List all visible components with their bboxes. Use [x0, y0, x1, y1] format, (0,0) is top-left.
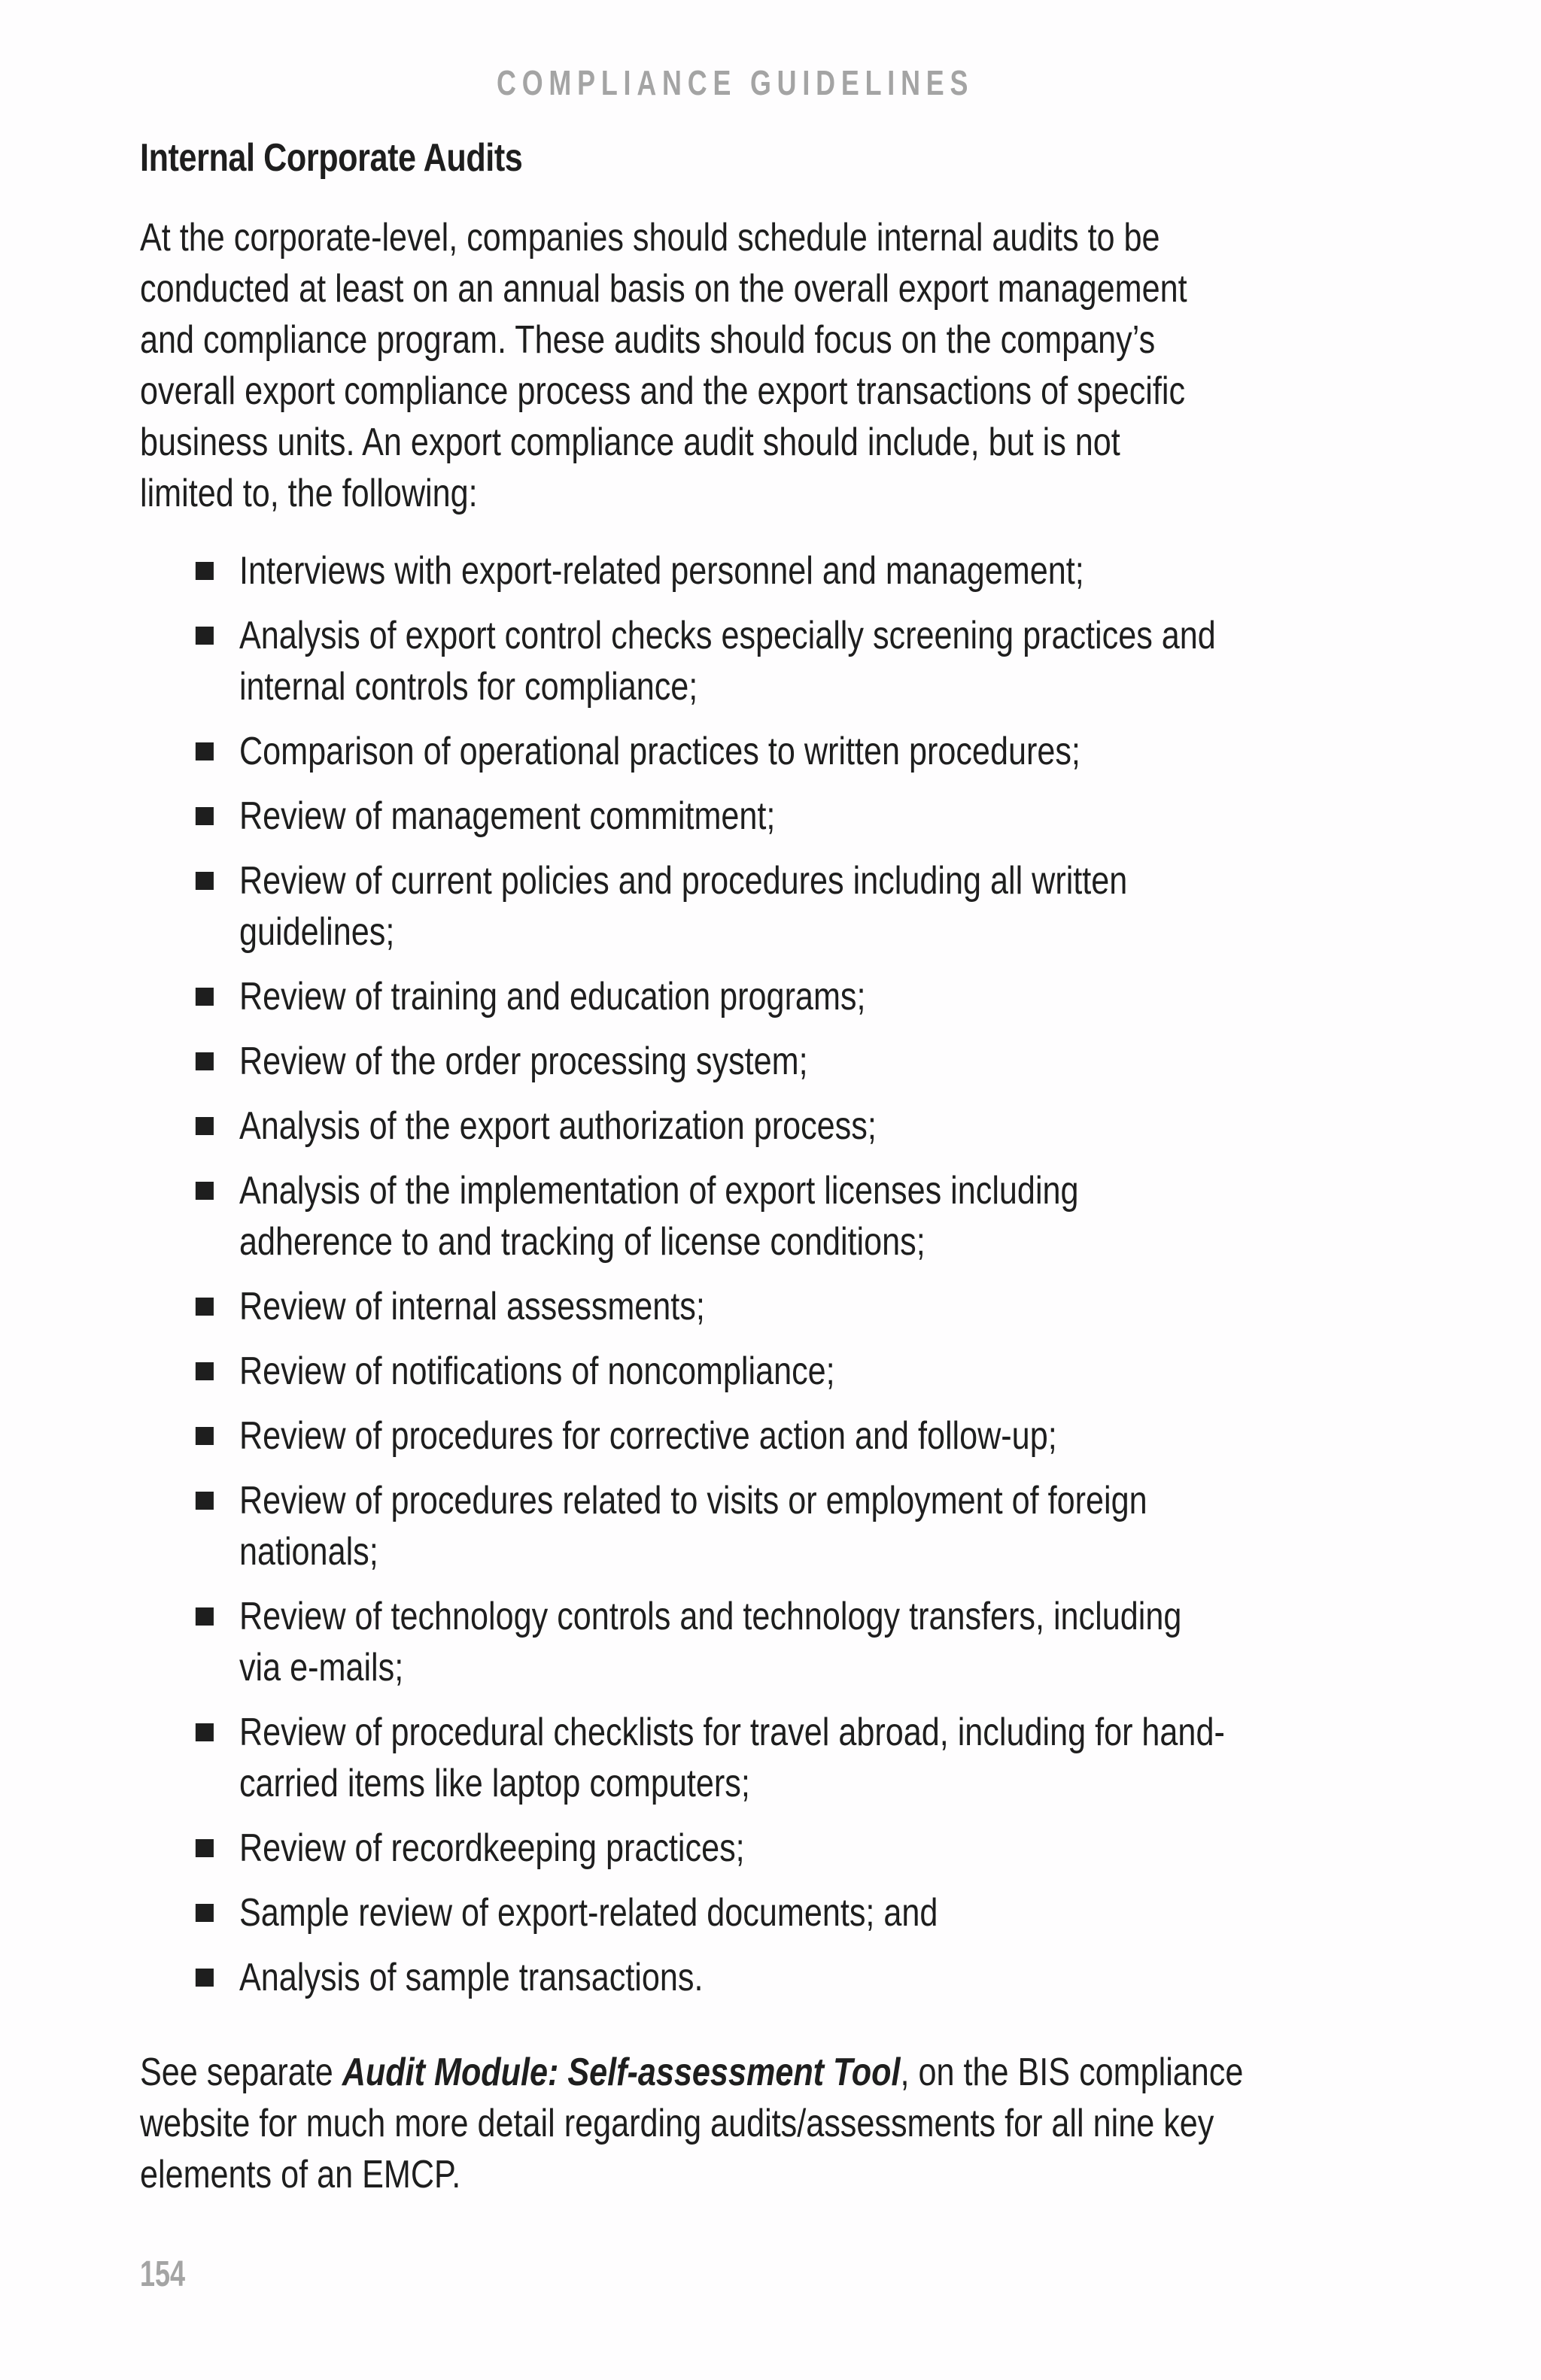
list-item — [140, 1823, 1451, 1874]
list-item-text: Review of training and education programs; — [239, 975, 866, 1018]
list-item-text: internal controls for compliance; — [239, 665, 698, 709]
intro-line: overall export compliance process and the export transactions of specific — [140, 369, 1186, 413]
list-item-text: Review of technology controls and technology transfers, including — [239, 1595, 1182, 1638]
list-item — [140, 726, 1451, 777]
audit-module-title: Audit Module: Self-assessment Tool — [342, 2051, 901, 2094]
square-bullet-icon — [196, 1492, 214, 1510]
list-item — [140, 791, 1451, 842]
list-item-text: guidelines; — [239, 910, 395, 954]
list-item-text: Sample review of export-related documents; and — [239, 1891, 938, 1935]
list-item-text: Analysis of the implementation of export licenses including — [239, 1169, 1079, 1213]
square-bullet-icon — [196, 1839, 214, 1857]
list-item-text: Comparison of operational practices to written procedures; — [239, 730, 1081, 773]
page-content — [140, 134, 1451, 2200]
list-item-text: Review of internal assessments; — [239, 1285, 705, 1328]
square-bullet-icon — [196, 1607, 214, 1626]
square-bullet-icon — [196, 1362, 214, 1380]
square-bullet-icon — [196, 562, 214, 580]
list-item-text: Review of notifications of noncompliance; — [239, 1349, 835, 1393]
intro-line: limited to, the following: — [140, 472, 478, 515]
square-bullet-icon — [196, 807, 214, 825]
closing-suffix: , on the BIS compliance — [900, 2051, 1244, 2094]
list-item-text: Analysis of export control checks especially screening practices and — [239, 614, 1216, 657]
audit-items-list — [140, 545, 1451, 2003]
list-item — [140, 1036, 1451, 1087]
square-bullet-icon — [196, 1904, 214, 1922]
square-bullet-icon — [196, 1427, 214, 1445]
list-item — [140, 1591, 1451, 1693]
closing-paragraph — [140, 2047, 1451, 2200]
list-item-text: Review of current policies and procedures including all written — [239, 859, 1128, 903]
list-item — [140, 610, 1451, 712]
list-item-text: Review of procedural checklists for travel abroad, including for hand- — [239, 1711, 1225, 1754]
list-item-text: Analysis of the export authorization process; — [239, 1104, 877, 1148]
list-item-text: Interviews with export-related personnel and management; — [239, 549, 1084, 593]
list-item — [140, 855, 1451, 958]
intro-paragraph — [140, 212, 1451, 519]
list-item-text: adherence to and tracking of license conditions; — [239, 1220, 926, 1264]
list-item-text: Analysis of sample transactions. — [239, 1956, 704, 1999]
square-bullet-icon — [196, 627, 214, 645]
list-item-text: Review of recordkeeping practices; — [239, 1826, 745, 1870]
square-bullet-icon — [196, 872, 214, 890]
list-item — [140, 1165, 1451, 1267]
section-title: Internal Corporate Audits — [140, 136, 523, 180]
list-item-text: via e-mails; — [239, 1646, 404, 1689]
intro-line: business units. An export compliance audit should include, but is not — [140, 420, 1120, 464]
list-item — [140, 1410, 1451, 1462]
square-bullet-icon — [196, 1117, 214, 1135]
list-item-text: Review of management commitment; — [239, 794, 776, 838]
square-bullet-icon — [196, 1723, 214, 1741]
list-item — [140, 545, 1451, 597]
list-item-text: Review of procedures related to visits or employment of foreign — [239, 1479, 1147, 1522]
list-item-text: Review of procedures for corrective action and follow-up; — [239, 1414, 1057, 1458]
page-number: 154 — [140, 2254, 186, 2294]
list-item — [140, 1281, 1451, 1332]
closing-line: website for much more detail regarding audits/assessments for all nine key — [140, 2102, 1214, 2145]
list-item — [140, 971, 1451, 1022]
intro-line: conducted at least on an annual basis on the overall export management — [140, 267, 1187, 311]
list-item — [140, 1346, 1451, 1397]
list-item — [140, 1952, 1451, 2003]
list-item — [140, 1887, 1451, 1938]
square-bullet-icon — [196, 988, 214, 1006]
square-bullet-icon — [196, 1182, 214, 1200]
list-item — [140, 1100, 1451, 1152]
square-bullet-icon — [196, 742, 214, 760]
square-bullet-icon — [196, 1969, 214, 1987]
intro-line: At the corporate-level, companies should schedule internal audits to be — [140, 216, 1160, 260]
intro-line: and compliance program. These audits should focus on the company’s — [140, 318, 1156, 362]
square-bullet-icon — [196, 1298, 214, 1316]
list-item-text: Review of the order processing system; — [239, 1040, 808, 1083]
square-bullet-icon — [196, 1052, 214, 1070]
list-item — [140, 1475, 1451, 1577]
list-item-text: carried items like laptop computers; — [239, 1762, 750, 1805]
running-head: COMPLIANCE GUIDELINES — [497, 63, 974, 102]
closing-line: elements of an EMCP. — [140, 2153, 461, 2196]
list-item-text: nationals; — [239, 1530, 378, 1574]
list-item — [140, 1707, 1451, 1809]
closing-prefix: See separate — [140, 2051, 342, 2094]
